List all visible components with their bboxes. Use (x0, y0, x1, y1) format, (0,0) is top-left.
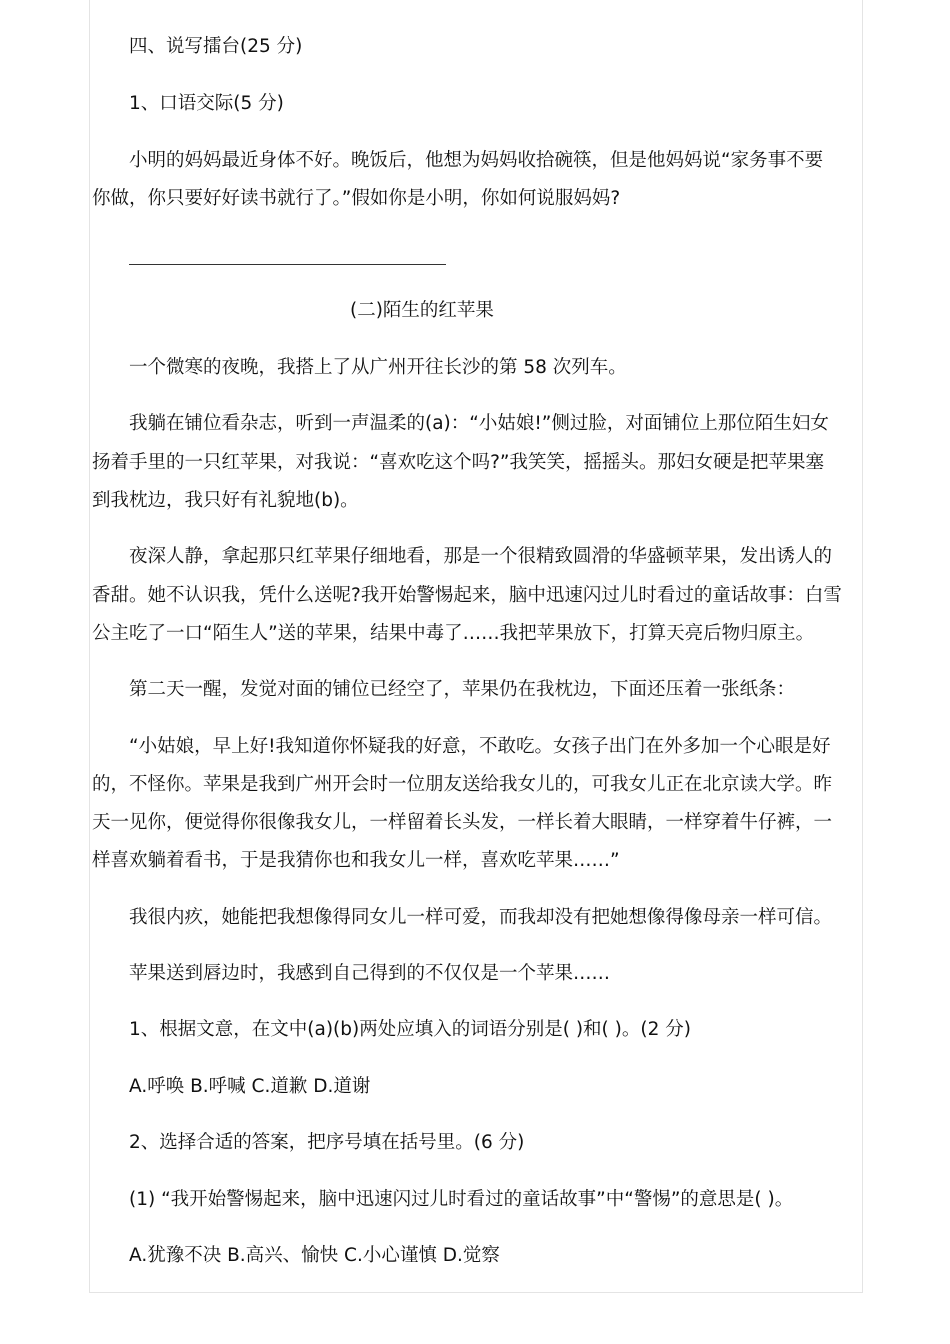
story-paragraph-line: 夜深人静，拿起那只红苹果仔细地看，那是一个很精致圆滑的华盛顿苹果，发出诱人的 (129, 546, 833, 567)
story-paragraph-line: 公主吃了一口“陌生人”送的苹果，结果中毒了……我把苹果放下，打算天亮后物归原主。 (92, 623, 815, 644)
question-1-options: A.呼唤 B.呼喊 C.道歉 D.道谢 (129, 1076, 371, 1097)
oral-prompt-line-1: 小明的妈妈最近身体不好。晚饭后，他想为妈妈收拾碗筷，但是他妈妈说“家务事不要 (129, 150, 824, 171)
section-heading: 四、说写擂台(25 分) (129, 36, 303, 57)
story-paragraph-line: 我很内疚，她能把我想像得同女儿一样可爱，而我却没有把她想像得像母亲一样可信。 (129, 907, 833, 928)
story-paragraph-line: 苹果送到唇边时，我感到自己得到的不仅仅是一个苹果…… (129, 963, 611, 984)
story-paragraph-line: 香甜。她不认识我，凭什么送呢?我开始警惕起来，脑中迅速闪过儿时看过的童话故事：白雪 (92, 585, 842, 606)
question-2-1: (1) “我开始警惕起来，脑中迅速闪过儿时看过的童话故事”中“警惕”的意思是( )。 (129, 1189, 794, 1210)
question-2-1-options: A.犹豫不决 B.高兴、愉快 C.小心谨慎 D.觉察 (129, 1245, 500, 1266)
oral-heading: 1、口语交际(5 分) (129, 93, 284, 114)
story-paragraph-line: 的，不怪你。苹果是我到广州开会时一位朋友送给我女儿的，可我女儿正在北京读大学。昨 (92, 774, 833, 795)
story-paragraph-line: 到我枕边，我只好有礼貌地(b)。 (92, 490, 359, 511)
question-2: 2、选择合适的答案，把序号填在括号里。(6 分) (129, 1132, 525, 1153)
story-paragraph-line: 样喜欢躺着看书，于是我猜你也和我女儿一样，喜欢吃苹果……” (92, 850, 620, 871)
story-paragraph-line: 我躺在铺位看杂志，听到一声温柔的(a)：“小姑娘!”侧过脸，对面铺位上那位陌生妇女 (129, 413, 829, 434)
story-title: (二)陌生的红苹果 (350, 300, 494, 321)
question-1: 1、根据文意，在文中(a)(b)两处应填入的词语分别是( )和( )。(2 分) (129, 1019, 691, 1040)
story-paragraph-line: 天一见你，便觉得你很像我女儿，一样留着长头发，一样长着大眼睛，一样穿着牛仔裤，一 (92, 812, 833, 833)
story-paragraph-line: 第二天一醒，发觉对面的铺位已经空了，苹果仍在我枕边，下面还压着一张纸条： (129, 679, 796, 700)
oral-prompt-line-2: 你做，你只要好好读书就行了。”假如你是小明，你如何说服妈妈? (92, 188, 621, 209)
story-paragraph-line: 一个微寒的夜晚，我搭上了从广州开往长沙的第 58 次列车。 (129, 357, 627, 378)
story-paragraph-line: “小姑娘，早上好!我知道你怀疑我的好意，不敢吃。女孩子出门在外多加一个心眼是好 (129, 736, 831, 757)
answer-blank-line (129, 264, 446, 265)
story-paragraph-line: 扬着手里的一只红苹果，对我说：“喜欢吃这个吗?”我笑笑，摇摇头。那妇女硬是把苹果塞 (92, 452, 824, 473)
